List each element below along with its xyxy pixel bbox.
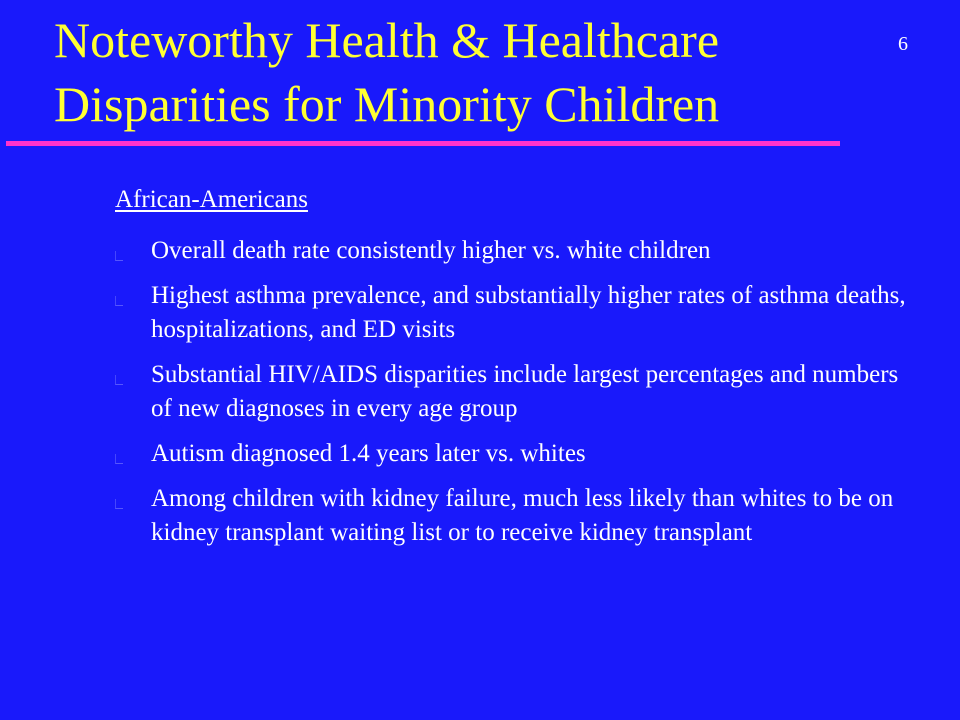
bullet-text: Substantial HIV/AIDS disparities include largest percentages and numbers of new diagnoses in every age group bbox=[151, 361, 899, 422]
bullet-list bbox=[115, 234, 915, 561]
bullet-text: Highest asthma prevalence, and substantially higher rates of asthma deaths, hospitalizations, and ED visits bbox=[151, 282, 906, 343]
bullet-marker-icon bbox=[115, 454, 123, 464]
title-divider bbox=[6, 141, 840, 146]
slide-number: 6 bbox=[898, 33, 908, 55]
bullet-text: Among children with kidney failure, much less likely than whites to be on kidney transplant waiting list or to receive kidney transplant bbox=[151, 485, 894, 546]
bullet-item bbox=[115, 279, 915, 347]
bullet-marker-icon bbox=[115, 499, 123, 509]
bullet-marker-icon bbox=[115, 251, 123, 261]
bullet-marker-icon bbox=[115, 296, 123, 306]
bullet-text: Autism diagnosed 1.4 years later vs. whites bbox=[151, 440, 586, 467]
bullet-item bbox=[115, 234, 915, 268]
section-heading: African-Americans bbox=[115, 186, 308, 213]
bullet-text: Overall death rate consistently higher vs. white children bbox=[151, 237, 711, 264]
bullet-item bbox=[115, 482, 915, 550]
bullet-item bbox=[115, 437, 915, 471]
bullet-marker-icon bbox=[115, 375, 123, 385]
slide-title: Noteworthy Health & Healthcare Disparities for Minority Children bbox=[54, 12, 720, 132]
bullet-item bbox=[115, 358, 915, 426]
